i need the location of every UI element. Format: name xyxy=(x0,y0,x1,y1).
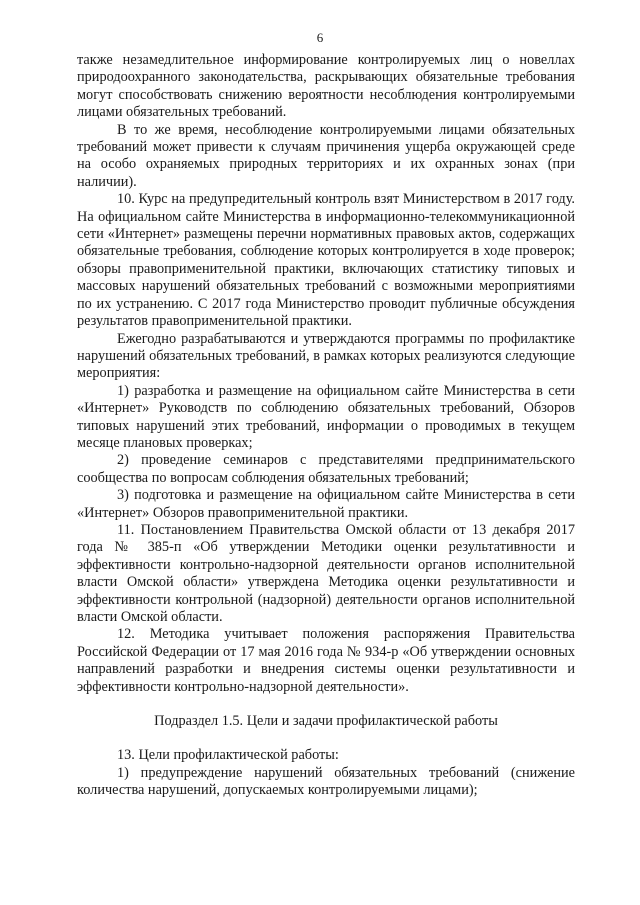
paragraph-item-11: 11. Постановлением Правительства Омской области от 13 декабря 2017 года № 385-п «Об утверждении Методики оценки результативности и эффективности контрольно-надзорной деятельности органов исполнительной власти Омской области» утверждена Методика оценки результативности и эффективности контрольной (надзорной) деятельности органов исполнительной власти Омской области. xyxy=(77,521,575,625)
list-item: 2) проведение семинаров с представителями предпринимательского сообщества по вопросам соблюдения обязательных требований; xyxy=(77,452,575,486)
paragraph: В то же время, несоблюдение контролируемыми лицами обязательных требований может привести к случаям причинения ущерба окружающей среде на особо охраняемых природных территориях и их охранных зонах (при наличии). xyxy=(77,121,575,190)
paragraph-item-10: 10. Курс на предупредительный контроль взят Министерством в 2017 году. На официальном сайте Министерства в информационно-телекоммуникационной сети «Интернет» размещены перечни нормативных правовых актов, содержащих обязательные требования, соблюдение которых контролируется в ходе проверок; обзоры правоприменительной практики, включающих статистику типовых и массовых нарушений обязательных требований с возможными мероприятиями по их устранению. С 2017 года Министерство проводит публичные обсуждения результатов правоприменительной практики. xyxy=(77,191,575,330)
paragraph-item-13: 13. Цели профилактической работы: xyxy=(117,747,339,764)
paragraph: Ежегодно разрабатываются и утверждаются программы по профилактике нарушений обязательных требований, в рамках которых реализуются следующие мероприятия: xyxy=(77,330,575,382)
list-item: 1) предупреждение нарушений обязательных требований (снижение количества нарушений, допускаемых контролируемыми лицами); xyxy=(77,764,575,799)
page-number: 6 xyxy=(316,30,324,45)
list-item: 3) подготовка и размещение на официальном сайте Министерства в сети «Интернет» Обзоров правоприменительной практики. xyxy=(77,487,575,521)
paragraph-continuation: также незамедлительное информирование контролируемых лиц о новеллах природоохранного законодательства, раскрывающих обязательные требования могут способствовать снижению вероятности несоблюдения контролируемыми лицами обязательных требований. xyxy=(77,52,575,121)
list-item: 1) разработка и размещение на официальном сайте Министерства в сети «Интернет» Руководств по соблюдению обязательных требований, Обзоров типовых нарушений этих требований, информации о проводимых в текущем месяце плановых проверках; xyxy=(77,382,575,451)
paragraph-item-12: 12. Методика учитывает положения распоряжения Правительства Российской Федерации от 17 мая 2016 года № 934-р «Об утверждении основных направлений разработки и внедрения системы оценки результативности и эффективности контрольно-надзорной деятельности». xyxy=(77,626,575,695)
subsection-heading: Подраздел 1.5. Цели и задачи профилактической работы xyxy=(154,713,498,730)
document-body xyxy=(77,52,575,800)
